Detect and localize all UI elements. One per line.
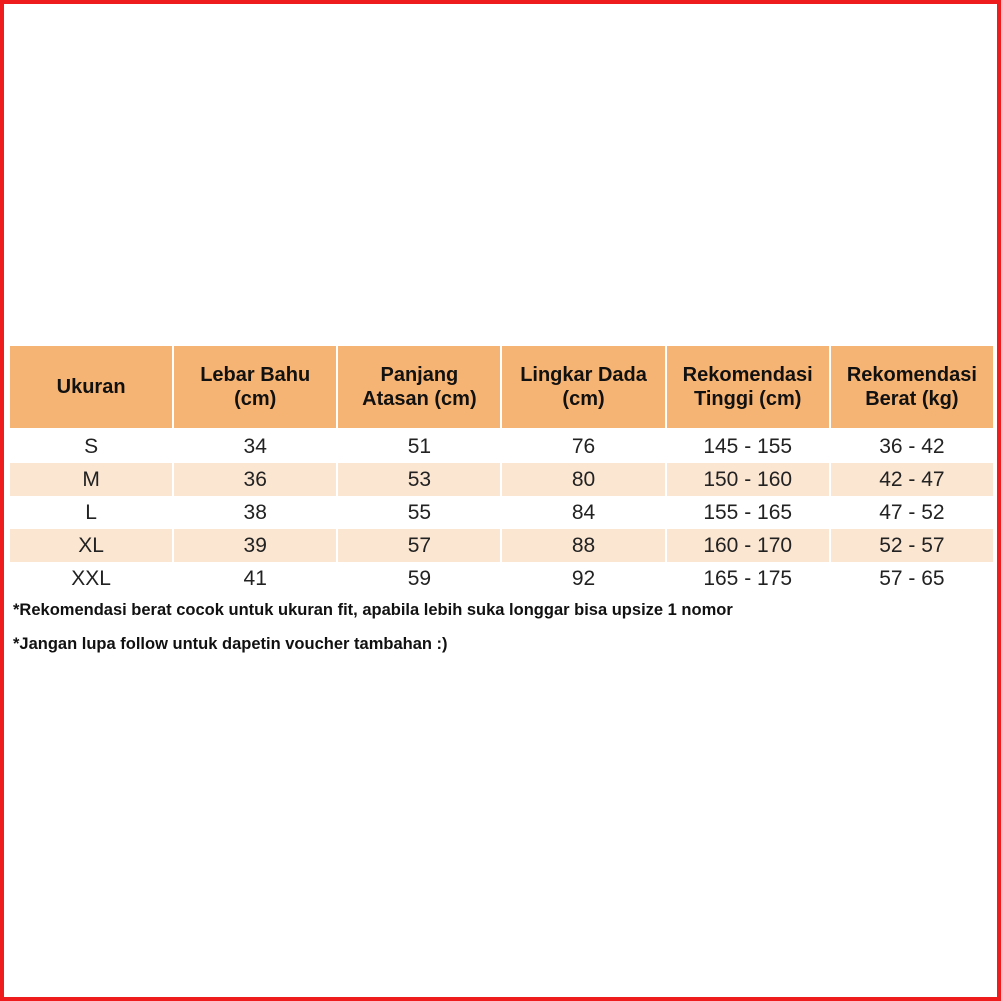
table-row	[10, 529, 993, 562]
cell-lebar-bahu: 34	[243, 434, 267, 458]
cell-lebar-bahu: 39	[174, 529, 336, 562]
table-row	[10, 496, 993, 529]
table-row	[10, 430, 993, 463]
cell-lingkar-dada: 88	[502, 529, 664, 562]
cell-panjang-atasan: 51	[407, 434, 432, 458]
cell-ukuran: XL	[10, 529, 172, 562]
table-header-row	[10, 346, 993, 428]
cell-berat: 42 - 47	[831, 463, 993, 496]
header-lingkar-dada: Lingkar Dada (cm)	[502, 346, 664, 428]
header-rekomendasi-tinggi: Rekomendasi Tinggi (cm)	[667, 346, 829, 428]
cell-tinggi: 155 - 165	[703, 500, 793, 524]
cell-lingkar-dada: 76	[571, 434, 596, 458]
header-panjang-atasan: Panjang Atasan (cm)	[338, 346, 500, 428]
header-ukuran: Ukuran	[10, 346, 172, 428]
cell-berat: 47 - 52	[879, 500, 945, 524]
cell-tinggi: 145 - 155	[703, 434, 793, 458]
cell-ukuran: L	[85, 500, 97, 524]
cell-tinggi: 150 - 160	[667, 463, 829, 496]
header-rekomendasi-berat: Rekomendasi Berat (kg)	[831, 346, 993, 428]
cell-tinggi: 165 - 175	[703, 566, 793, 590]
footnotes	[13, 598, 988, 666]
size-chart-table	[8, 346, 995, 595]
cell-panjang-atasan: 57	[338, 529, 500, 562]
cell-panjang-atasan: 55	[407, 500, 432, 524]
header-lebar-bahu: Lebar Bahu (cm)	[174, 346, 336, 428]
cell-berat: 57 - 65	[879, 566, 945, 590]
cell-lingkar-dada: 92	[571, 566, 596, 590]
cell-ukuran: S	[84, 434, 99, 458]
cell-lingkar-dada: 84	[571, 500, 596, 524]
cell-ukuran: M	[10, 463, 172, 496]
cell-ukuran: XXL	[71, 566, 111, 590]
note-follow-voucher: *Jangan lupa follow untuk dapetin voucher tambahan :)	[13, 635, 448, 653]
cell-panjang-atasan: 59	[407, 566, 432, 590]
cell-tinggi: 160 - 170	[667, 529, 829, 562]
cell-lebar-bahu: 36	[174, 463, 336, 496]
table-row	[10, 463, 993, 496]
cell-lebar-bahu: 38	[243, 500, 267, 524]
cell-berat: 52 - 57	[831, 529, 993, 562]
cell-lingkar-dada: 80	[502, 463, 664, 496]
table-row	[10, 562, 993, 595]
cell-berat: 36 - 42	[879, 434, 945, 458]
cell-panjang-atasan: 53	[338, 463, 500, 496]
note-weight-recommendation: *Rekomendasi berat cocok untuk ukuran fit, apabila lebih suka longgar bisa upsize 1 nomor	[13, 601, 733, 619]
cell-lebar-bahu: 41	[243, 566, 267, 590]
